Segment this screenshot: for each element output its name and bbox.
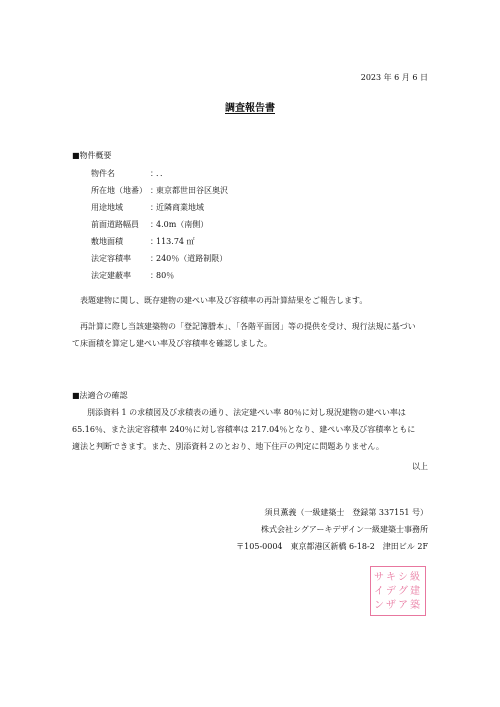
- seal-glyph-column: キデザ: [386, 572, 396, 611]
- property-separator: ：: [150, 203, 158, 212]
- property-label: 物件名: [91, 169, 115, 178]
- seal-glyph-column: シグア: [398, 572, 408, 611]
- compliance-paragraph: [72, 404, 430, 455]
- compliance-line: 別添資料 1 の求積図及び求積表の通り、法定建ぺい率 80％に対し現況建物の建ぺい率は: [87, 408, 406, 417]
- property-value: 113.74 ㎡: [156, 237, 195, 246]
- property-row: [91, 182, 228, 199]
- report-date: 2023 年 6 月 6 日: [360, 73, 428, 82]
- property-row: [91, 216, 228, 233]
- intro-paragraph-2-line: 再計算に際し当該建築物の「登記簿謄本」、「各階平面図」等の提供を受け、現行法規に基づい: [80, 322, 416, 331]
- company-seal-stamp: [370, 566, 426, 616]
- property-value: 80％: [156, 271, 175, 280]
- intro-paragraph-1: 表題建物に関し、既存建物の建ぺい率及び容積率の再計算結果をご報告します。: [80, 296, 368, 305]
- architect-name: 須貝薫義（一級建築士 登録第 337151 号）: [264, 508, 428, 517]
- property-separator: ：: [150, 186, 158, 195]
- property-row: [91, 165, 228, 182]
- property-label: 法定建蔽率: [91, 271, 131, 280]
- property-separator: ：: [150, 220, 158, 229]
- company-name: 株式会社シグアーキデザイン一級建築士事務所: [260, 525, 428, 534]
- compliance-line: 65.16％、また法定容積率 240％に対し容積率は 217.04％となり、建ぺい率及び容積率ともに: [72, 425, 416, 434]
- property-value: 近隣商業地域: [156, 203, 204, 212]
- closing-remark: 以上: [412, 462, 428, 471]
- compliance-line: 適法と判断できます。また、別添資料２のとおり、地下住戸の判定に問題ありません。: [72, 442, 384, 451]
- property-value: 4.0m（南側）: [156, 220, 209, 229]
- property-separator: ：: [150, 169, 158, 178]
- property-row: [91, 267, 228, 284]
- property-value: ．．: [156, 169, 168, 178]
- compliance-heading: ■法適合の確認: [72, 391, 128, 400]
- property-separator: ：: [150, 271, 158, 280]
- property-separator: ：: [150, 237, 158, 246]
- property-row: [91, 199, 228, 216]
- property-label: 前面道路幅員: [91, 220, 139, 229]
- intro-paragraph-2: [72, 318, 430, 352]
- property-label: 法定容積率: [91, 254, 131, 263]
- company-address: 〒105-0004 東京都港区新橋 6-18-2 津田ビル 2F: [236, 542, 428, 551]
- property-row: [91, 233, 228, 250]
- property-table: [91, 165, 228, 284]
- intro-paragraph-2-line: て床面積を算定し建ぺい率及び容積率を確認しました。: [72, 339, 272, 348]
- property-label: 所在地（地番）: [91, 186, 147, 195]
- seal-glyph-column: サイン: [374, 572, 384, 611]
- seal-glyph-column: 級建築: [410, 572, 420, 611]
- property-label: 用途地域: [91, 203, 123, 212]
- property-label: 敷地面積: [91, 237, 123, 246]
- property-heading: ■物件概要: [72, 151, 112, 160]
- property-row: [91, 250, 228, 267]
- property-value: 東京都世田谷区奥沢: [156, 186, 228, 195]
- report-title-text: 調査報告書: [225, 103, 275, 114]
- report-title: [0, 99, 500, 114]
- property-value: 240％（道路制限）: [156, 254, 228, 263]
- property-separator: ：: [150, 254, 158, 263]
- seal-stamp-glyphs: [371, 567, 424, 614]
